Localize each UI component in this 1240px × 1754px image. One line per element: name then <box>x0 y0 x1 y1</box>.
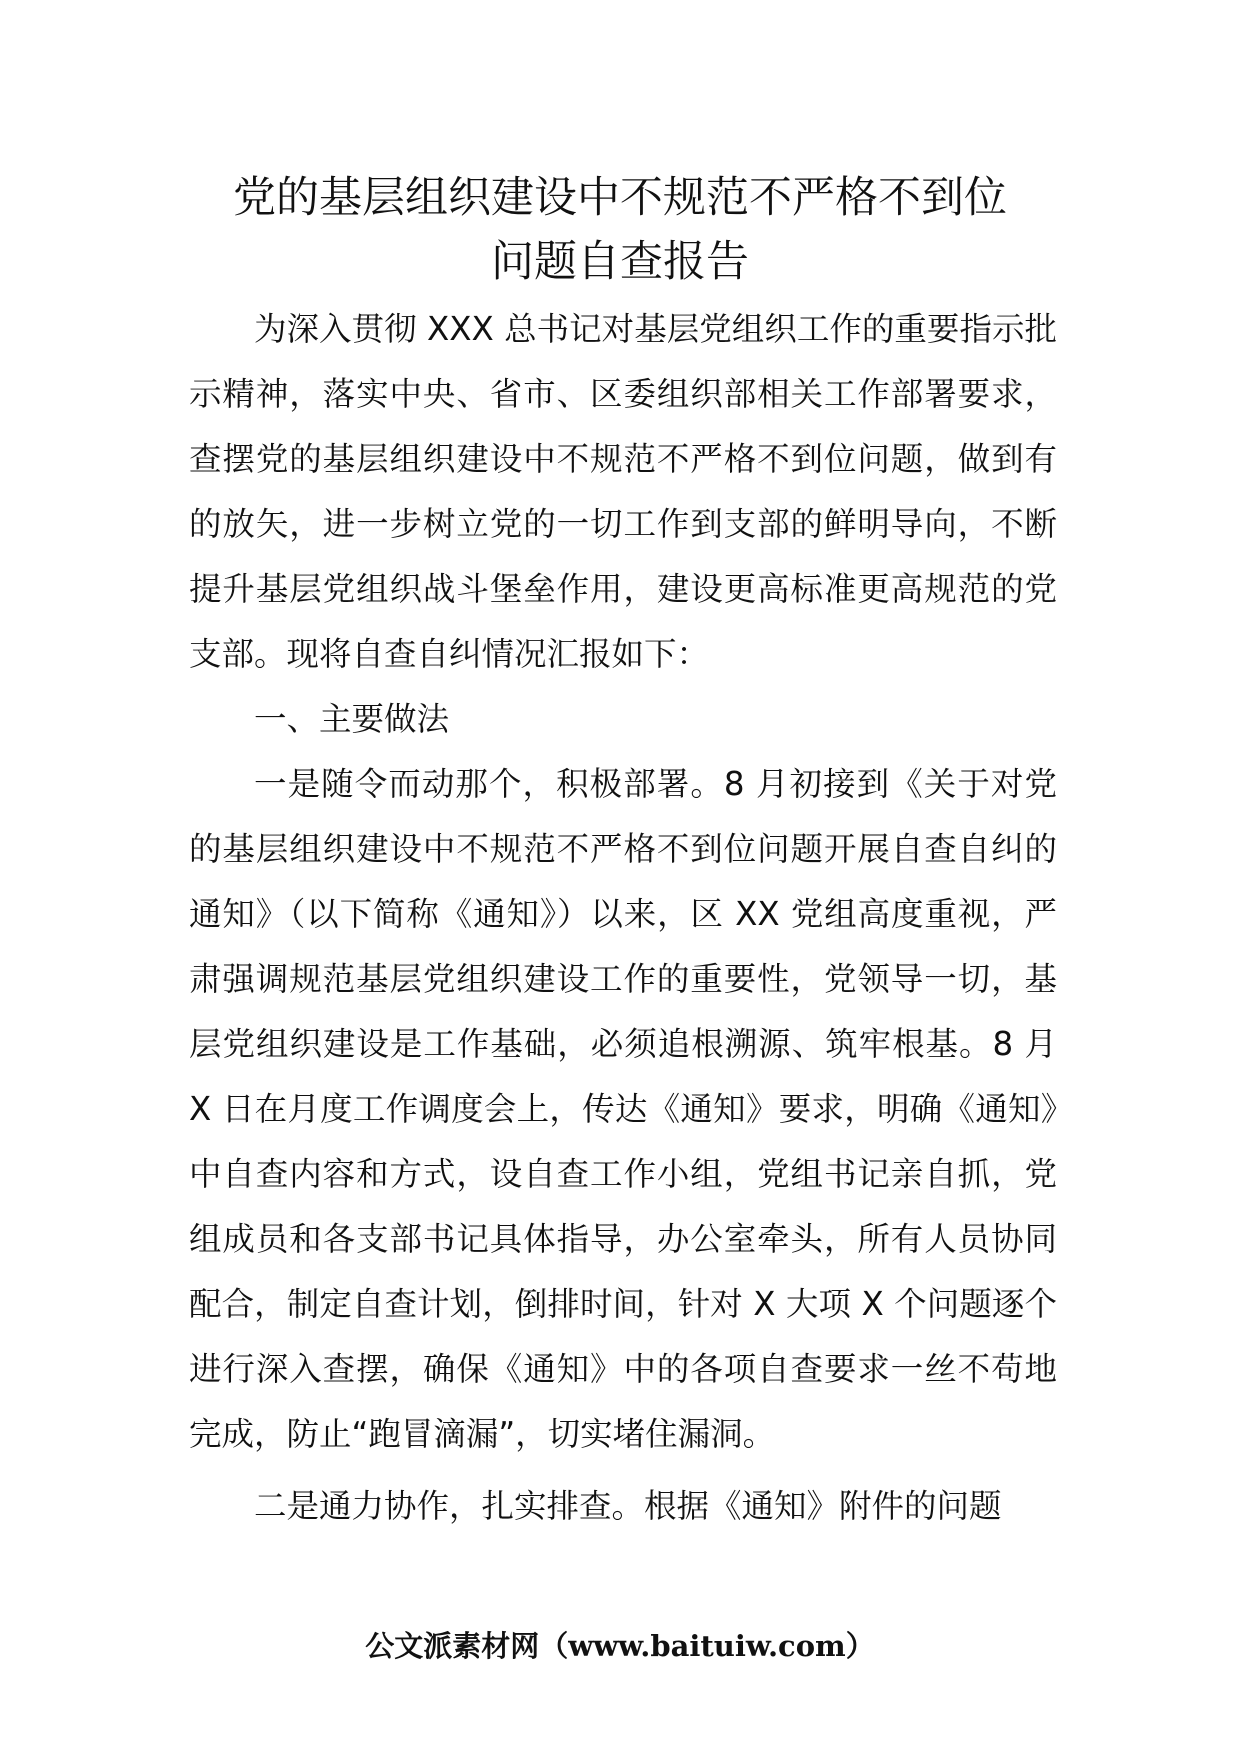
title-line-2: 问题自查报告 <box>491 237 749 287</box>
document-title <box>150 166 1090 294</box>
document-body <box>189 297 1057 1539</box>
section-heading: 一、主要做法 <box>254 700 450 738</box>
body-paragraph-2: 二是通力协作，扎实排查。根据《通知》附件的问题 <box>254 1487 1002 1525</box>
intro-paragraph: 为深入贯彻 XXX 总书记对基层党组织工作的重要指示批示精神，落实中央、省市、区委组织部相关工作部署要求，查摆党的基层组织建设中不规范不严格不到位问题，做到有的放矢，进一步树立党的一切工作到支部的鲜明导向，不断提升基层党组织战斗堡垒作用，建设更高标准更高规范的党支部。现将自查自纠情况汇报如下： <box>189 310 1057 673</box>
footer-watermark: 公文派素材网（www.baituiw.com） <box>365 1629 875 1663</box>
body-paragraph-1: 一是随令而动那个，积极部署。8 月初接到《关于对党的基层组织建设中不规范不严格不到位问题开展自查自纠的通知》（以下简称《通知》）以来，区 XX 党组高度重视，严肃强调规范基层党组织建设工作的重要性，党领导一切，基层党组织建设是工作基础，必须追根溯源、筑牢根基。8 月 X 日在月度工作调度会上，传达《通知》要求，明确《通知》中自查内容和方式，设自查工作小组，党组书记亲自抓，党组成员和各支部书记具体指导，办公室牵头，所有人员协同配合，制定自查计划，倒排时间，针对 X 大项 X 个问题逐个进行深入查摆，确保《通知》中的各项自查要求一丝不苟地完成，防止“跑冒滴漏”，切实堵住漏洞。 <box>189 765 1057 1453</box>
title-line-1: 党的基层组织建设中不规范不严格不到位 <box>233 173 1007 223</box>
